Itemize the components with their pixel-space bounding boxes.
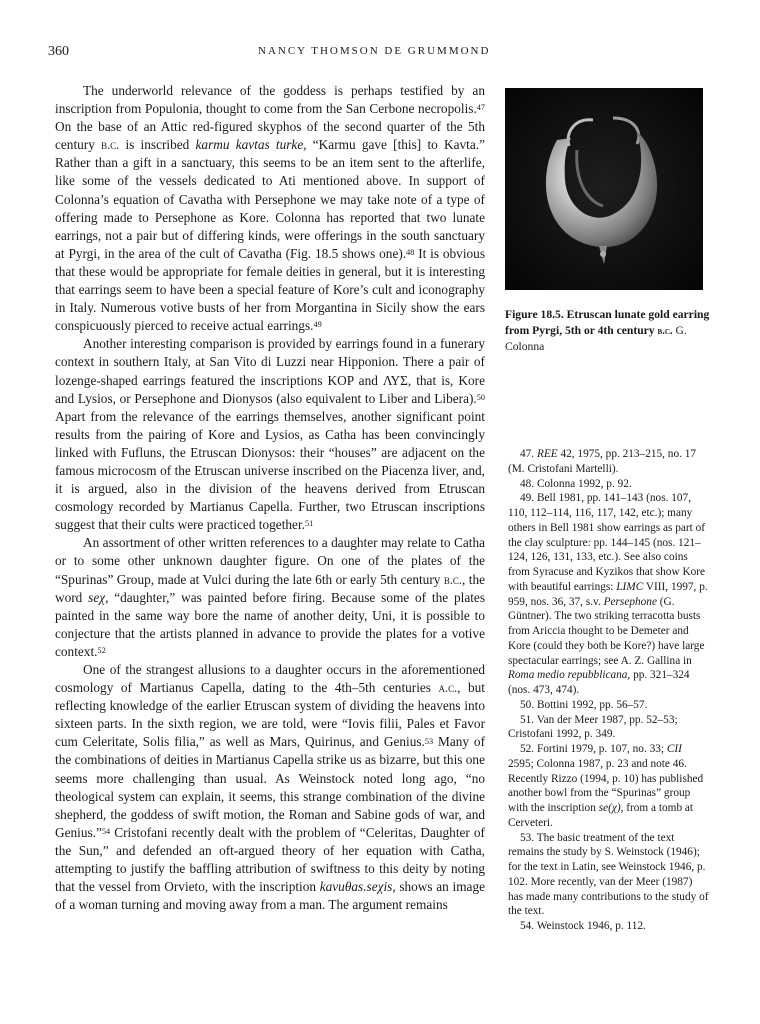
body-text	[55, 82, 485, 914]
footnote-53: 53. The basic treatment of the text remains the study by S. Weinstock (1946); for the text in Latin, see Weinstock 1946, p. 102. More recently, van der Meer (1987) has made many contributions to the study of the text.	[508, 831, 709, 918]
footnote-ref-47[interactable]: 47	[476, 103, 485, 113]
footnote-ref-51[interactable]: 51	[304, 519, 314, 529]
footnotes	[508, 447, 710, 934]
inscription-karmu: karmu kavtas turke	[195, 137, 304, 153]
word-sex: seχ	[88, 589, 106, 605]
figure-caption: Figure 18.5. Etruscan lunate gold earring from Pyrgi, 5th or 4th century b.c. G. Colonna	[505, 308, 710, 353]
page-number: 360	[48, 44, 69, 59]
footnote-ref-53[interactable]: 53	[424, 736, 434, 746]
footnote-50: 50. Bottini 1992, pp. 56–57.	[520, 698, 648, 711]
footnote-52: 52. Fortini 1979, p. 107, no. 33; CII 2595; Colonna 1987, p. 23 and note 46. Recently Rizzo (1994, p. 10) has published another bowl from the “Spurinas” group with the inscription se(χ), from a tomb at Cerveteri.	[508, 743, 704, 829]
earring-image	[505, 88, 703, 290]
footnote-51: 51. Van der Meer 1987, pp. 52–53; Cristofani 1992, p. 349.	[508, 713, 678, 741]
page-header	[48, 44, 712, 64]
footnote-ref-49[interactable]: 49	[313, 320, 322, 330]
paragraph-3: An assortment of other written references to a daughter may relate to Catha or to some other unknown daughter figure. On one of the plates of the “Spurinas” Group, made at Vulci during the late 6th or early 5th century b.c., the word seχ, “daughter,” was painted before firing. Because some of the plates painted in the same way bore the name of another deity, Uni, it is possible to conjecture that the artists planned in advance to provide the plates for a votive context.$^{52}$	[55, 535, 485, 659]
footnote-ref-52[interactable]: 52	[97, 646, 106, 656]
inscription-kavuthas: kavuθas.seχis	[319, 879, 393, 895]
footnote-ref-48[interactable]: 48	[406, 247, 415, 257]
footnote-48: 48. Colonna 1992, p. 92.	[520, 477, 632, 490]
earring-photo	[505, 88, 703, 290]
footnote-ref-50[interactable]: 50	[476, 392, 485, 402]
footnote-ref-54[interactable]: 54	[101, 826, 111, 836]
paragraph-2: Another interesting comparison is provided by earrings found in a funerary context in southern Italy, at San Vito di Luzzi near Hipponion. There a pair of lozenge-shaped earrings featured the inscriptions KOP and ΛΥΣ, that is, Kore and Lysios, or Persephone and Dionysos (also equivalent to Liber and Libera).$^{50}$ Apart from the relevance of the earrings themselves, another significant point results from the pairing of Kore and Lysios, as Catha has been convincingly linked with Fufluns, the Etruscan Dionysos: their “houses” are adjacent on the famous microcosm of the Etruscan universe inscribed on the Piacenza liver, and, it is argued, also in the division of the heavens derived from Etruscan cosmology recorded by Martianus Capella. Further, two Etruscan inscriptions suggest that their cults were practiced together.$^{51}$	[55, 336, 485, 533]
footnote-47: 47. REE 42, 1975, pp. 213–215, no. 17 (M. Cristofani Martelli).	[508, 448, 697, 475]
footnote-49: 49. Bell 1981, pp. 141–143 (nos. 107, 110, 112–114, 116, 117, 142, etc.); many others in Bell 1981 show earrings as part of the clay sculpture: pp. 144–145 (nos. 121–124, 126, 131, 133, etc.). See also coins from Syracuse and Kyzikos that show Kore with beautiful earrings: LIMC VIII, 1997, p. 959, nos. 36, 37, s.v. Persephone (G. Güntner). The two striking terracotta busts from Ariccia thought to be Demeter and Kore (could they both be Kore?) have large spectacular earrings; see A. Z. Gallina in Roma medio repubblicana, pp. 321–324 (nos. 473, 474).	[508, 492, 708, 696]
paragraph-1: The underworld relevance of the goddess is perhaps testified by an inscription from Populonia, thought to come from the San Cerbone necropolis.$^{47}$ On the base of an Attic red-figured skyphos of the second quarter of the 5th century b.c. is inscribed karmu kavtas turke, “Karmu gave [this] to Kavta.” Rather than a gift in a sanctuary, this seems to be an item sent to the afterlife, like some of the vessels dedicated to Ati mentioned above. In support of Colonna’s equation of Cavatha with Persephone we may take note of a type of offering made to Persephone as Kore. Colonna has reported that two lunate earrings, not a pair but of differing kinds, were offerings in the south sanctuary at Pyrgi, in the area of the cult of Cavatha (Fig. 18.5 shows one).$^{48}$ It is obvious that these would be appropriate for female deities in general, but it is interesting that earrings seem to have been a special feature of Kore’s cult and iconography in Italy. Numerous votive busts of her from Morgantina in Sicily show the ears conspicuously pierced to receive actual earrings.$^{49}$	[55, 83, 485, 334]
paragraph-4: One of the strangest allusions to a daughter occurs in the aforementioned cosmology of Martianus Capella, dating to the 4th–5th centuries a.c., but reflecting knowledge of the earlier Etruscan system of dividing the heavens into sixteen parts. In the sixth region, we are told, were “Iovis filii, Pales et Favor cum Celeritate, Solis filia,” as well as Mars, Quirinus, and Genius.$^{53}$ Many of the combinations of deities in Martianus Capella strike us as bizarre, but this one seems more challenging than usual. As Weinstock noted long ago, “no theological system can explain, it seems, this strange combination of the divine shepherd, the goddess of swift motion, the Roman and Sabine gods of war, and Genius.”$^{54}$ Cristofani recently dealt with the problem of “Celeritas, Daughter of the Sun,” and defended an oft-argued theory of her equation with Catha, attempting to justify the baffling attribution of swiftness to this deity by noting that the vessel from Orvieto, with the inscription kavuθas.seχis, shows an image of a woman turning and moving away from a man. The argument remains	[55, 662, 486, 913]
running-head: NANCY THOMSON DE GRUMMOND	[258, 45, 491, 57]
footnote-54: 54. Weinstock 1946, p. 112.	[520, 920, 646, 932]
